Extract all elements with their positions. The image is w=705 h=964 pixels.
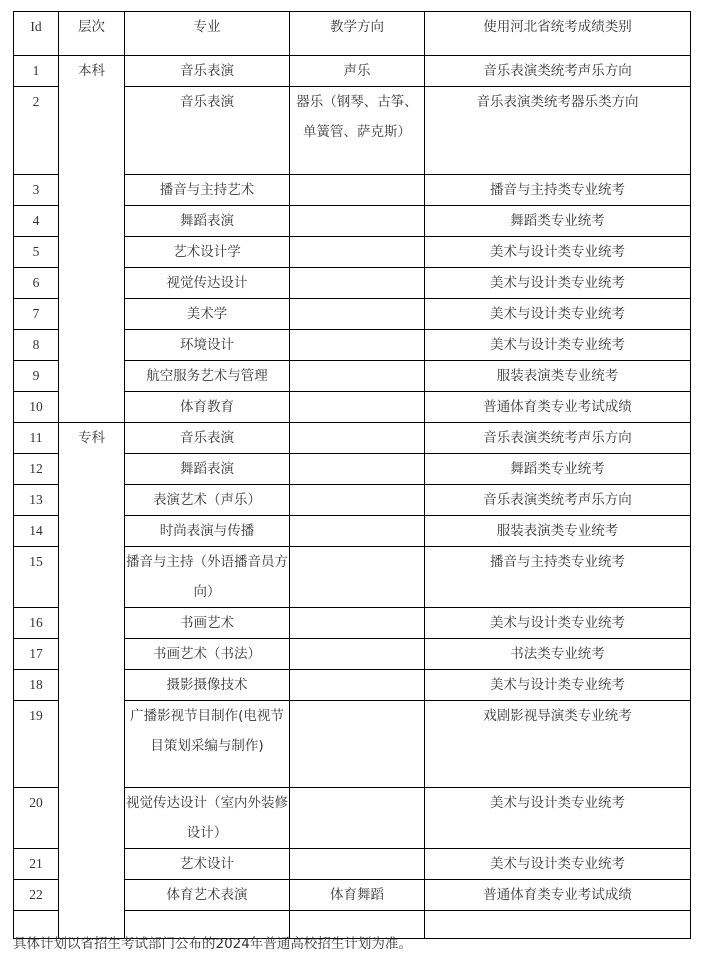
cell-direction — [290, 608, 425, 639]
cell-id: 13 — [14, 485, 59, 516]
cell-exam-category: 服装表演类专业统考 — [425, 361, 691, 392]
header-level: 层次 — [59, 12, 125, 56]
cell-exam-category: 舞蹈类专业统考 — [425, 454, 691, 485]
cell-id: 19 — [14, 701, 59, 788]
cell-exam-category: 舞蹈类专业统考 — [425, 206, 691, 237]
cell-exam-category: 音乐表演类统考声乐方向 — [425, 485, 691, 516]
cell-major: 体育教育 — [125, 392, 290, 423]
cell-major: 音乐表演 — [125, 87, 290, 175]
cell-direction — [290, 485, 425, 516]
cell-id: 3 — [14, 175, 59, 206]
cell-id: 17 — [14, 639, 59, 670]
cell-exam-category: 书法类专业统考 — [425, 639, 691, 670]
cell-major: 书画艺术 — [125, 608, 290, 639]
footnote: 具体计划以省招生考试部门公布的2024年普通高校招生计划为准。 — [13, 936, 412, 952]
cell-direction — [290, 361, 425, 392]
cell-level-junior-college: 专科 — [59, 423, 125, 939]
cell-major: 播音与主持艺术 — [125, 175, 290, 206]
cell-id: 4 — [14, 206, 59, 237]
cell-exam-category: 服装表演类专业统考 — [425, 516, 691, 547]
cell-major: 环境设计 — [125, 330, 290, 361]
cell-id: 11 — [14, 423, 59, 454]
cell-exam-category: 美术与设计类专业统考 — [425, 299, 691, 330]
cell-major: 视觉传达设计（室内外装修设计） — [125, 788, 290, 849]
cell-direction — [290, 175, 425, 206]
cell-level-undergraduate: 本科 — [59, 56, 125, 423]
cell-major: 时尚表演与传播 — [125, 516, 290, 547]
cell-direction — [290, 454, 425, 485]
header-id: Id — [14, 12, 59, 56]
cell-id: 14 — [14, 516, 59, 547]
cell-id: 16 — [14, 608, 59, 639]
cell-id: 20 — [14, 788, 59, 849]
table-row — [14, 423, 691, 454]
cell-id: 2 — [14, 87, 59, 175]
cell-exam-category: 美术与设计类专业统考 — [425, 788, 691, 849]
cell-direction — [290, 423, 425, 454]
cell-direction — [290, 268, 425, 299]
header-exam-category: 使用河北省统考成绩类别 — [425, 12, 691, 56]
cell-major: 广播影视节目制作(电视节目策划采编与制作) — [125, 701, 290, 788]
cell-exam-category: 音乐表演类统考器乐类方向 — [425, 87, 691, 175]
cell-exam-category-empty — [425, 911, 691, 939]
cell-id: 18 — [14, 670, 59, 701]
cell-exam-category: 美术与设计类专业统考 — [425, 670, 691, 701]
cell-id: 8 — [14, 330, 59, 361]
cell-major: 摄影摄像技术 — [125, 670, 290, 701]
cell-direction — [290, 330, 425, 361]
cell-direction — [290, 788, 425, 849]
cell-exam-category: 音乐表演类统考声乐方向 — [425, 423, 691, 454]
cell-id: 5 — [14, 237, 59, 268]
cell-direction — [290, 547, 425, 608]
header-direction: 教学方向 — [290, 12, 425, 56]
cell-major: 书画艺术（书法） — [125, 639, 290, 670]
cell-exam-category: 戏剧影视导演类专业统考 — [425, 701, 691, 788]
cell-direction — [290, 701, 425, 788]
cell-direction — [290, 849, 425, 880]
cell-major: 艺术设计 — [125, 849, 290, 880]
cell-direction: 声乐 — [290, 56, 425, 87]
cell-id: 15 — [14, 547, 59, 608]
cell-exam-category: 美术与设计类专业统考 — [425, 849, 691, 880]
cell-major: 表演艺术（声乐） — [125, 485, 290, 516]
cell-major: 音乐表演 — [125, 56, 290, 87]
cell-id: 10 — [14, 392, 59, 423]
cell-major: 体育艺术表演 — [125, 880, 290, 911]
cell-major: 航空服务艺术与管理 — [125, 361, 290, 392]
cell-exam-category: 美术与设计类专业统考 — [425, 608, 691, 639]
cell-exam-category: 播音与主持类专业统考 — [425, 547, 691, 608]
cell-exam-category: 音乐表演类统考声乐方向 — [425, 56, 691, 87]
cell-id: 6 — [14, 268, 59, 299]
cell-major: 舞蹈表演 — [125, 454, 290, 485]
cell-major: 美术学 — [125, 299, 290, 330]
table-header-row — [14, 12, 691, 56]
cell-id: 7 — [14, 299, 59, 330]
cell-id: 12 — [14, 454, 59, 485]
cell-id: 1 — [14, 56, 59, 87]
admissions-majors-table — [13, 11, 691, 939]
cell-direction — [290, 299, 425, 330]
cell-exam-category: 美术与设计类专业统考 — [425, 237, 691, 268]
cell-exam-category: 播音与主持类专业统考 — [425, 175, 691, 206]
cell-major: 视觉传达设计 — [125, 268, 290, 299]
table-row — [14, 56, 691, 87]
cell-id: 22 — [14, 880, 59, 911]
cell-direction: 器乐（钢琴、古筝、单簧管、萨克斯） — [290, 87, 425, 175]
cell-major: 艺术设计学 — [125, 237, 290, 268]
cell-direction — [290, 639, 425, 670]
header-major: 专业 — [125, 12, 290, 56]
cell-major: 音乐表演 — [125, 423, 290, 454]
cell-direction — [290, 516, 425, 547]
cell-id: 21 — [14, 849, 59, 880]
cell-exam-category: 美术与设计类专业统考 — [425, 330, 691, 361]
cell-id: 9 — [14, 361, 59, 392]
cell-exam-category: 普通体育类专业考试成绩 — [425, 392, 691, 423]
cell-direction — [290, 392, 425, 423]
cell-direction — [290, 206, 425, 237]
cell-exam-category: 美术与设计类专业统考 — [425, 268, 691, 299]
cell-direction — [290, 670, 425, 701]
cell-major: 舞蹈表演 — [125, 206, 290, 237]
cell-direction — [290, 237, 425, 268]
cell-direction: 体育舞蹈 — [290, 880, 425, 911]
cell-exam-category: 普通体育类专业考试成绩 — [425, 880, 691, 911]
cell-major: 播音与主持（外语播音员方向） — [125, 547, 290, 608]
